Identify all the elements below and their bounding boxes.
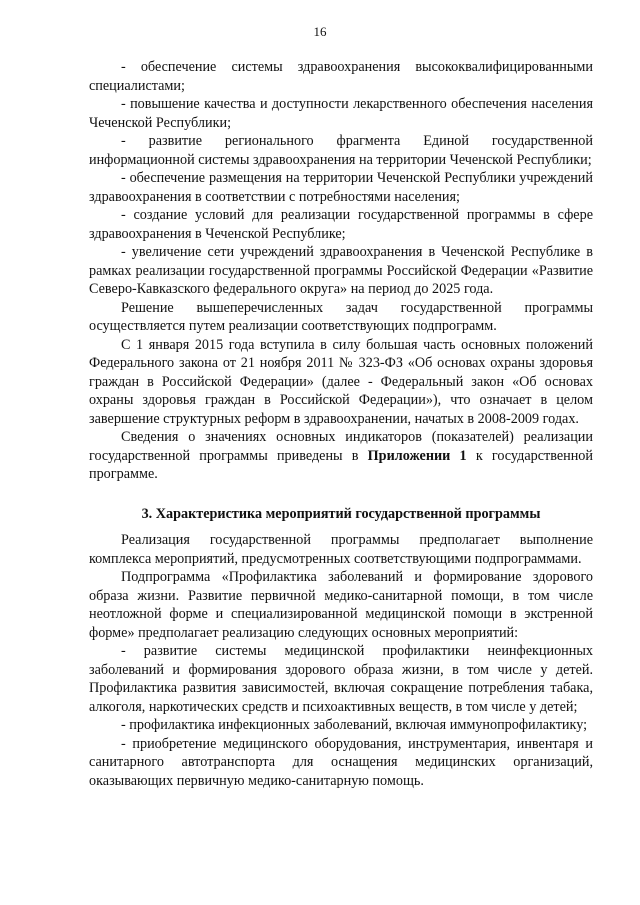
appendix-reference: Приложении 1 (367, 447, 467, 464)
document-body (89, 58, 593, 790)
section-heading: 3. Характеристика мероприятий государственной программы (141, 505, 541, 522)
list-item: - развитие системы медицинской профилактики неинфекционных заболеваний и формирования здорового образа жизни, в том числе у детей. Профилактика развития зависимостей, включая сокращение потребления табака, алкоголя, наркотических средств и психоактивных веществ, в том числе у детей; (89, 643, 593, 715)
list-item: - профилактика инфекционных заболеваний, включая иммунопрофилактику; (121, 717, 588, 733)
page-number: 16 (313, 24, 327, 39)
paragraph-implementation: Реализация государственной программы предполагает выполнение комплекса мероприятий, предусмотренных соответствующими подпрограммами. (89, 532, 593, 567)
paragraph-indicators (89, 428, 593, 484)
list-item: - обеспечение системы здравоохранения высококвалифицированными специалистами; (89, 59, 593, 94)
list-item: - обеспечение размещения на территории Чеченской Республики учреждений здравоохранения в соответствии с потребностями населения; (89, 170, 593, 205)
list-item: - создание условий для реализации государственной программы в сфере здравоохранения в Чеченской Республике; (89, 207, 593, 242)
paragraph-solution: Решение вышеперечисленных задач государственной программы осуществляется путем реализации соответствующих подпрограмм. (89, 299, 593, 334)
paragraph-law: С 1 января 2015 года вступила в силу большая часть основных положений Федерального закона от 21 ноября 2011 № 323-ФЗ «Об основах охраны здоровья граждан в Российской Федерации» (далее - Федеральный закон «Об основах охраны здоровья граждан в Российской Федерации»), что означает в целом завершение структурных реформ в здравоохранении, начатых в 2008-2009 годах. (89, 336, 593, 427)
paragraph-subprogram: Подпрограмма «Профилактика заболеваний и формирование здорового образа жизни. Развитие первичной медико-санитарной помощи, в том числе неотложной форме и специализированной медицинской помощи в экстренной форме» предполагает реализацию следующих основных мероприятий: (89, 569, 593, 641)
list-item: - увеличение сети учреждений здравоохранения в Чеченской Республике в рамках реализации государственной программы Российской Федерации «Развитие Северо-Кавказского федерального округа» на период до 2025 года. (89, 244, 593, 297)
list-item: - приобретение медицинского оборудования, инструментария, инвентаря и санитарного автотранспорта для оснащения медицинских организаций, оказывающих первичную медико-санитарную помощь. (89, 735, 593, 789)
indicators-text-before: Сведения о значениях основных индикаторов (показателей) реализации государственной программы приведены в (89, 429, 593, 464)
list-item: - развитие регионального фрагмента Единой государственной информационной системы здравоохранения на территории Чеченской Республики; (89, 133, 593, 168)
indicators-text-after: к государственной программе. (89, 447, 593, 482)
list-item: - повышение качества и доступности лекарственного обеспечения населения Чеченской Республики; (89, 96, 593, 131)
